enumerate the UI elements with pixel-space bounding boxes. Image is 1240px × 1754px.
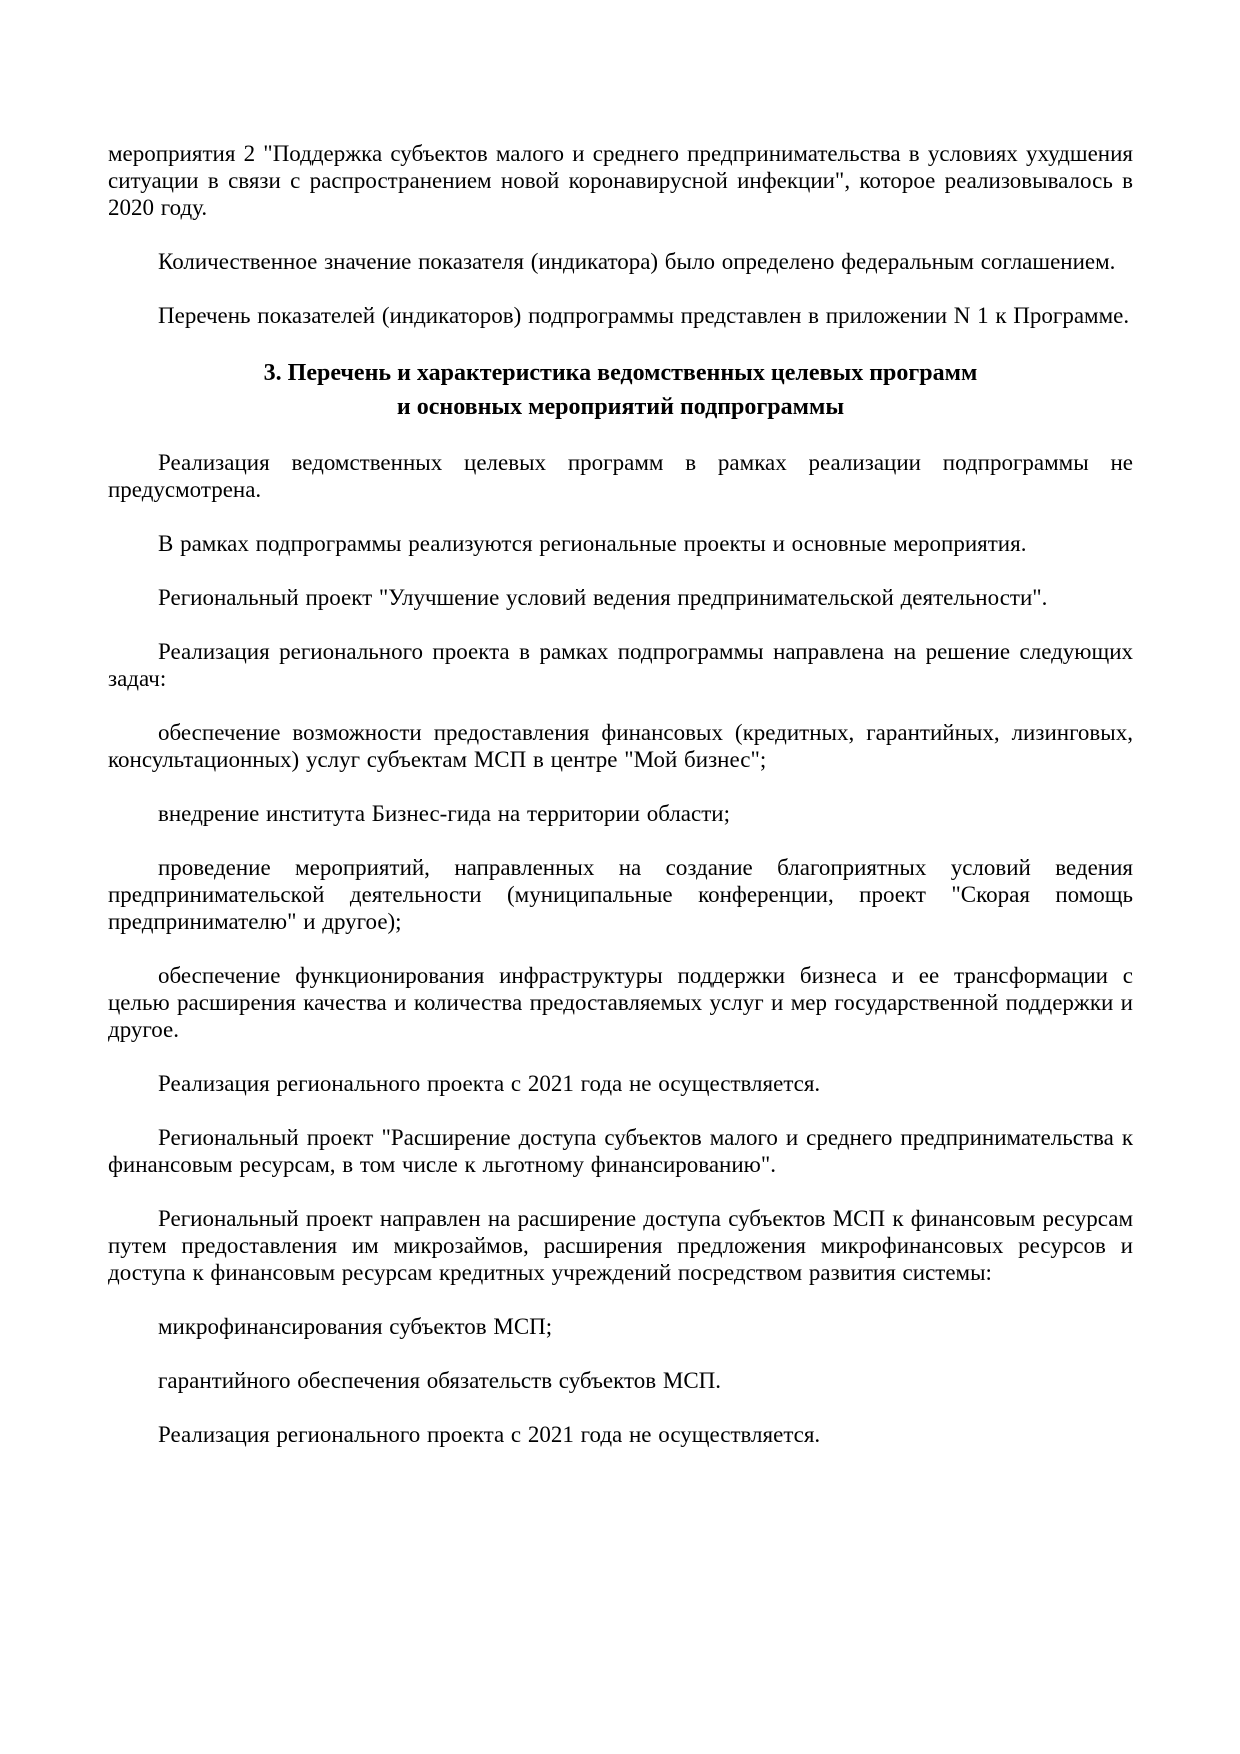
paragraph: Региональный проект "Улучшение условий ведения предпринимательской деятельности". <box>158 585 1048 610</box>
paragraph: Перечень показателей (индикаторов) подпрограммы представлен в приложении N 1 к Программе. <box>158 303 1130 328</box>
paragraph: Региональный проект "Расширение доступа субъектов малого и среднего предпринимательства к финансовым ресурсам, в том числе к льготному финансированию". <box>108 1125 1133 1177</box>
section-heading-line2: и основных мероприятий подпрограммы <box>396 394 845 420</box>
paragraph: Реализация регионального проекта с 2021 года не осуществляется. <box>158 1071 821 1096</box>
paragraph: обеспечение функционирования инфраструктуры поддержки бизнеса и ее трансформации с целью расширения качества и количества предоставляемых услуг и мер государственной поддержки и другое. <box>108 963 1133 1042</box>
paragraph: В рамках подпрограммы реализуются региональные проекты и основные мероприятия. <box>158 531 1027 556</box>
paragraph: обеспечение возможности предоставления финансовых (кредитных, гарантийных, лизинговых, консультационных) услуг субъектам МСП в центре "Мой бизнес"; <box>108 720 1133 772</box>
paragraph: Региональный проект направлен на расширение доступа субъектов МСП к финансовым ресурсам путем предоставления им микрозаймов, расширения предложения микрофинансовых ресурсов и доступа к финансовым ресурсам кредитных учреждений посредством развития системы: <box>108 1206 1133 1285</box>
paragraph: Реализация ведомственных целевых программ в рамках реализации подпрограммы не предусмотрена. <box>108 450 1133 502</box>
section-heading-line1: 3. Перечень и характеристика ведомственных целевых программ <box>263 360 978 386</box>
paragraph: мероприятия 2 "Поддержка субъектов малого и среднего предпринимательства в условиях ухудшения ситуации в связи с распространением новой коронавирусной инфекции", которое реализовывалось в 2020 году. <box>108 141 1133 220</box>
paragraph: Реализация регионального проекта с 2021 года не осуществляется. <box>158 1422 821 1447</box>
section-heading <box>108 356 1133 424</box>
paragraph: гарантийного обеспечения обязательств субъектов МСП. <box>158 1368 722 1393</box>
paragraph: Количественное значение показателя (индикатора) было определено федеральным соглашением. <box>158 249 1116 274</box>
paragraph: микрофинансирования субъектов МСП; <box>158 1314 553 1339</box>
paragraph: Реализация регионального проекта в рамках подпрограммы направлена на решение следующих задач: <box>108 639 1133 691</box>
paragraph: проведение мероприятий, направленных на создание благоприятных условий ведения предпринимательской деятельности (муниципальные конференции, проект "Скорая помощь предпринимателю" и другое); <box>108 855 1133 934</box>
paragraph: внедрение института Бизнес-гида на территории области; <box>158 801 730 826</box>
